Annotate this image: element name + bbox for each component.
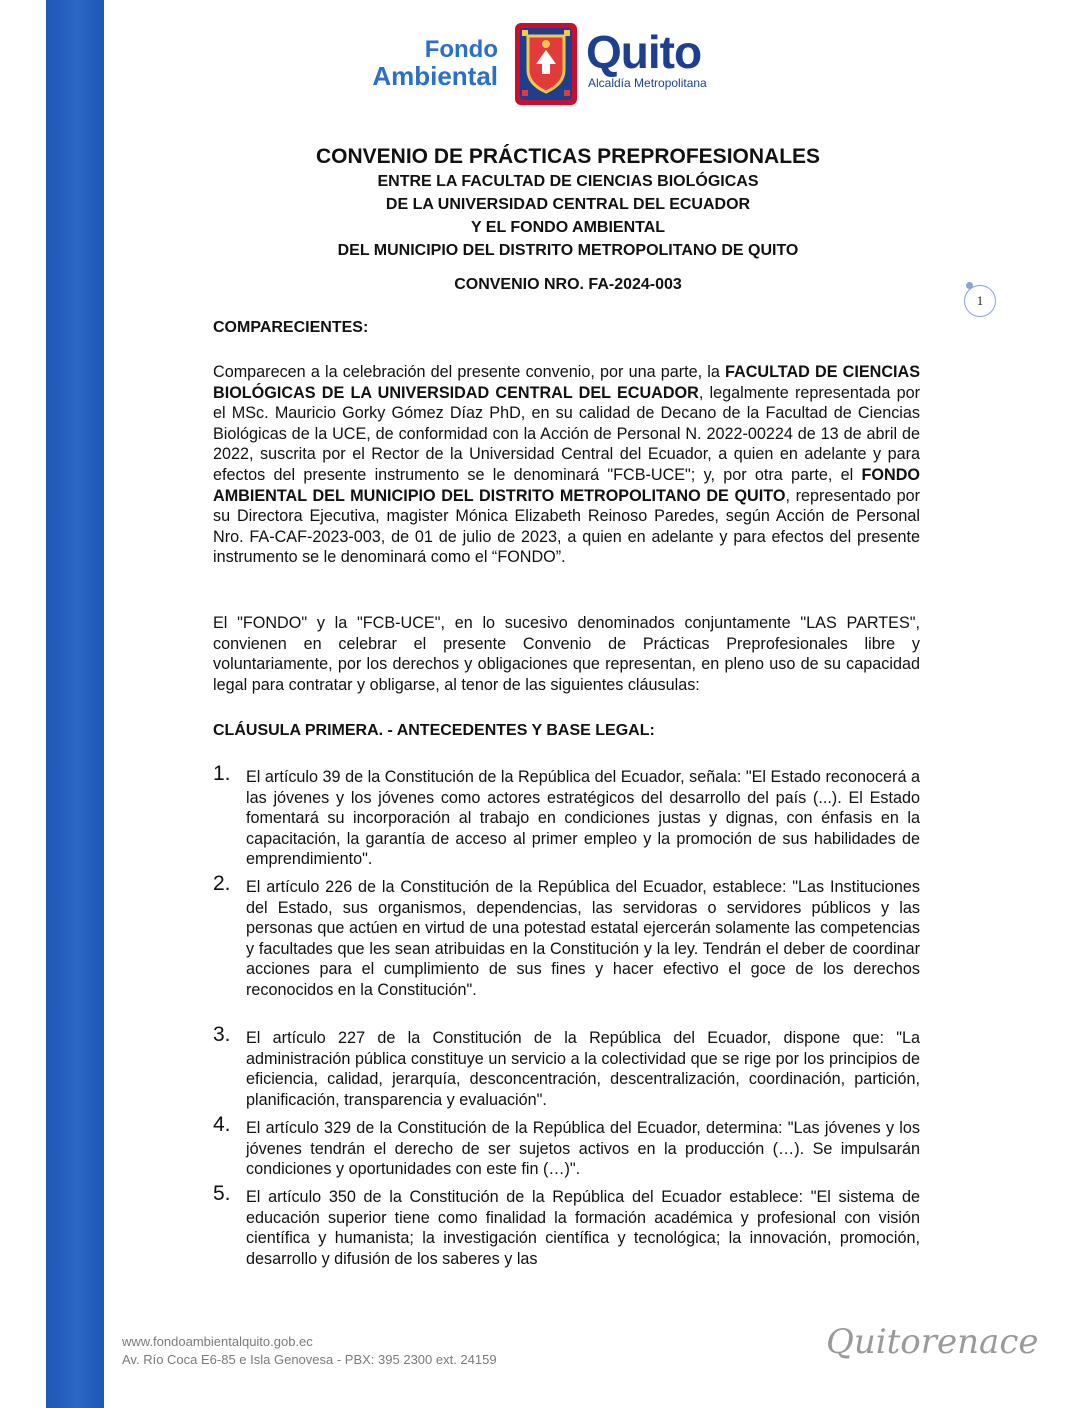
list-item: 3. El artículo 227 de la Constitución de la República del Ecuador, dispone que: "La administración pública constituye un servicio a la colectividad que se rige por los principios de eficiencia, calidad, jerarquía, desconcentración, descentralización, coordinación, partición, planificación, transparencia y evaluación". <box>213 1023 920 1109</box>
list-item: 4. El artículo 329 de la Constitución de la República del Ecuador, determina: "Las jóvenes y los jóvenes tendrán el derecho de ser sujetos activos en la producción (…). Se impulsarán condiciones y oportunidades con este fin (…)". <box>213 1113 920 1179</box>
list-item: 2. El artículo 226 de la Constitución de la República del Ecuador, establece: "Las Instituciones del Estado, sus organismos, dependencias, las servidoras o servidores públicos y las personas que actúen en virtud de una potestad estatal ejercerán solamente las competencias y facultades que les sean atribuidas en la Constitución y la ley. Tendrán el deber de coordinar acciones para el cumplimiento de sus fines y hacer efectivo el goce de los derechos reconocidos en la Constitución". <box>213 872 920 999</box>
quito-crest-icon <box>514 22 578 106</box>
comparecientes-paragraph-1: Comparecen a la celebración del presente convenio, por una parte, la FACULTAD DE CIENCIAS BIOLÓGICAS DE LA UNIVERSIDAD CENTRAL DEL ECUADOR, legalmente representada por el MSc. Mauricio Gorky Gómez Díaz PhD, en su calidad de Decano de la Facultad de Ciencias Biológicas de la UCE, de conformidad con la Acción de Personal N. 2022-00224 de 13 de abril de 2022, suscrita por el Rector de la Universidad Central del Ecuador, a quien en adelante y para efectos del presente instrumento se le denominará "FCB-UCE"; y, por otra parte, el FONDO AMBIENTAL DEL MUNICIPIO DEL DISTRITO METROPOLITANO DE QUITO, representado por su Directora Ejecutiva, magister Mónica Elizabeth Reinoso Paredes, según Acción de Personal Nro. FA-CAF-2023-003, de 01 de julio de 2023, a quien en adelante y para efectos del presente instrumento se le denominará como el “FONDO”. <box>213 363 920 567</box>
clausula-primera-heading: CLÁUSULA PRIMERA. - ANTECEDENTES Y BASE LEGAL: <box>213 722 655 739</box>
title-main: CONVENIO DE PRÁCTICAS PREPROFESIONALES <box>315 145 821 168</box>
footer-website: www.fondoambientalquito.gob.ec <box>122 1334 313 1349</box>
title-line: DEL MUNICIPIO DEL DISTRITO METROPOLITANO DE QUITO <box>337 242 799 259</box>
convenio-number: CONVENIO NRO. FA-2024-003 <box>454 276 682 293</box>
header-logos <box>330 22 750 112</box>
title-line: ENTRE LA FACULTAD DE CIENCIAS BIOLÓGICAS <box>377 173 759 190</box>
page-number: 1 <box>964 285 996 317</box>
footer-address: Av. Río Coca E6-85 e Isla Genovesa - PBX: 395 2300 ext. 24159 <box>122 1352 497 1367</box>
title-line: DE LA UNIVERSIDAD CENTRAL DEL ECUADOR <box>385 196 751 213</box>
left-blue-band <box>46 0 104 1408</box>
list-item: 1. El artículo 39 de la Constitución de la República del Ecuador, señala: "El Estado reconocerá a las jóvenes y los jóvenes como actores estratégicos del desarrollo del país (...). El Estado fomentará su incorporación al trabajo en condiciones justas y dignas, con énfasis en la capacitación, la garantía de acceso al primer empleo y la promoción de sus habilidades de emprendimiento". <box>213 762 920 869</box>
list-item: 5. El artículo 350 de la Constitución de la República del Ecuador establece: "El sistema de educación superior tiene como finalidad la formación académica y profesional con visión científica y humanista; la investigación científica y tecnológica; la innovación, promoción, desarrollo y difusión de los saberes y las <box>213 1182 920 1268</box>
footer-contact <box>122 1333 497 1369</box>
quitorenace-logo: Quitorenace <box>826 1322 1039 1362</box>
quito-logo: Quito Alcaldía Metropolitana <box>586 26 707 90</box>
fondo-ambiental-logo: Fondo Ambiental <box>372 36 498 91</box>
comparecientes-heading: COMPARECIENTES: <box>213 319 369 336</box>
title-line: Y EL FONDO AMBIENTAL <box>470 219 666 236</box>
document-title <box>213 144 923 262</box>
comparecientes-paragraph-2: El "FONDO" y la "FCB-UCE", en lo sucesivo denominados conjuntamente "LAS PARTES", convienen en celebrar el presente Convenio de Prácticas Preprofesionales libre y voluntariamente, por los derechos y obligaciones que representan, en pleno uso de su capacidad legal para contratar y obligarse, al tenor de las siguientes cláusulas: <box>213 614 920 694</box>
